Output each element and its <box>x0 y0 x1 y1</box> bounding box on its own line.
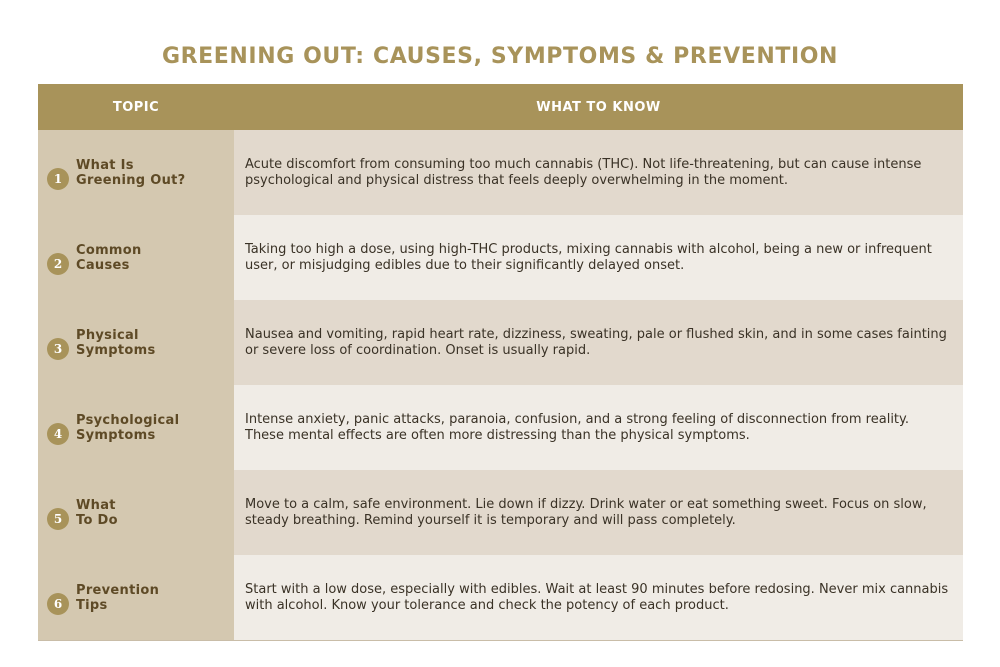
topic-label: What Is Greening Out? <box>76 157 186 188</box>
row-number-badge: 4 <box>47 423 69 445</box>
topic-cell <box>38 215 234 300</box>
row-number-badge: 6 <box>47 593 69 615</box>
topic-label: Common Causes <box>76 242 142 273</box>
table-row <box>38 215 963 300</box>
topic-label: Prevention Tips <box>76 582 160 613</box>
topic-cell <box>38 555 234 640</box>
description-cell: Nausea and vomiting, rapid heart rate, dizziness, sweating, pale or flushed skin, and in some cases fainting or severe loss of coordination. Onset is usually rapid. <box>234 300 963 385</box>
description-cell: Taking too high a dose, using high-THC products, mixing cannabis with alcohol, being a new or infrequent user, or misjudging edibles due to their significantly delayed onset. <box>234 215 963 300</box>
table-row <box>38 555 963 640</box>
topic-label: Psychological Symptoms <box>76 412 180 443</box>
table-row <box>38 385 963 470</box>
description-cell: Start with a low dose, especially with edibles. Wait at least 90 minutes before redosing. Never mix cannabis with alcohol. Know your tolerance and check the potency of each product. <box>234 555 963 640</box>
description-cell: Acute discomfort from consuming too much cannabis (THC). Not life-threatening, but can cause intense psychological and physical distress that feels deeply overwhelming in the moment. <box>234 130 963 215</box>
page-title: GREENING OUT: CAUSES, SYMPTOMS & PREVENTION <box>161 44 839 69</box>
column-header-topic: TOPIC <box>112 99 160 115</box>
row-number-badge: 5 <box>47 508 69 530</box>
topic-label: Physical Symptoms <box>76 327 156 358</box>
row-number-badge: 3 <box>47 338 69 360</box>
topic-cell <box>38 470 234 555</box>
topic-cell <box>38 300 234 385</box>
topic-cell <box>38 130 234 215</box>
column-header-what-to-know: WHAT TO KNOW <box>536 99 661 115</box>
row-number-badge: 2 <box>47 253 69 275</box>
description-cell: Move to a calm, safe environment. Lie down if dizzy. Drink water or eat something sweet. Focus on slow, steady breathing. Remind yourself it is temporary and will pass completely. <box>234 470 963 555</box>
row-number-badge: 1 <box>47 168 69 190</box>
info-table <box>38 84 963 641</box>
table-row <box>38 470 963 555</box>
topic-cell <box>38 385 234 470</box>
topic-label: What To Do <box>76 497 118 528</box>
table-row <box>38 300 963 385</box>
table-header <box>38 84 963 130</box>
description-cell: Intense anxiety, panic attacks, paranoia, confusion, and a strong feeling of disconnection from reality. These mental effects are often more distressing than the physical symptoms. <box>234 385 963 470</box>
table-row <box>38 130 963 215</box>
